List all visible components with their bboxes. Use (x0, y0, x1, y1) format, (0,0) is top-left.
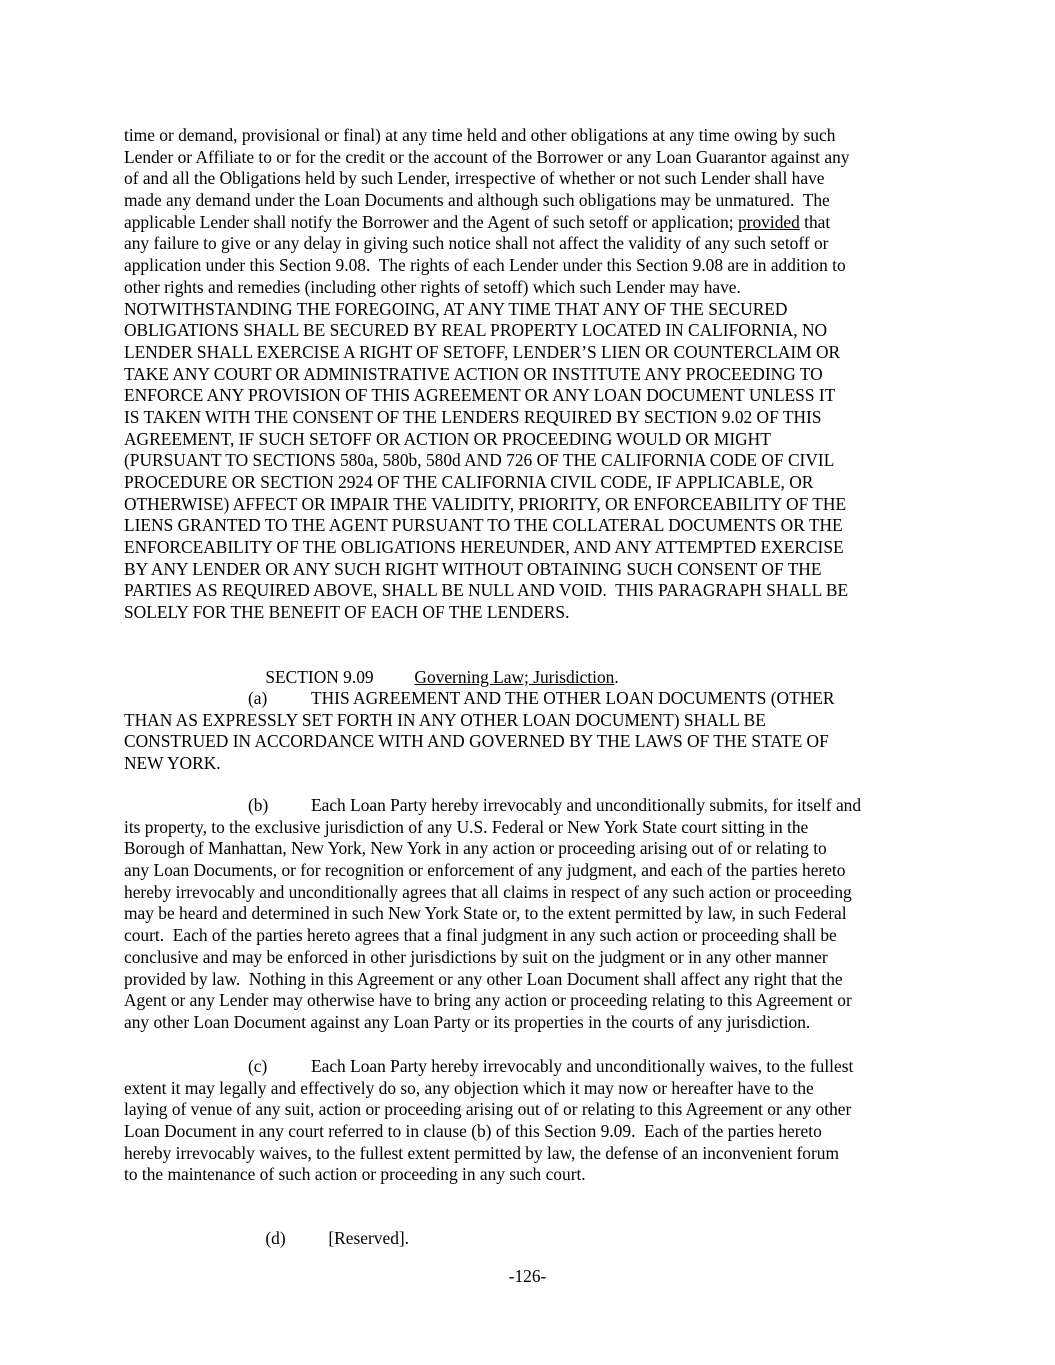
text-line: to the maintenance of such action or proceeding in any such court. (124, 1164, 586, 1185)
text-line: SOLELY FOR THE BENEFIT OF EACH OF THE LENDERS. (124, 602, 570, 623)
text-line: application under this Section 9.08. The rights of each Lender under this Section 9.08 are in addition to (124, 255, 846, 276)
text-line (124, 795, 944, 817)
section-title: Governing Law; Jurisdiction (414, 666, 615, 687)
text-line: CONSTRUED IN ACCORDANCE WITH AND GOVERNED BY THE LAWS OF THE STATE OF (124, 731, 829, 752)
text-line: OTHERWISE) AFFECT OR IMPAIR THE VALIDITY, PRIORITY, OR ENFORCEABILITY OF THE (124, 493, 847, 514)
clause-label: (b) (248, 795, 269, 815)
section-title-period: . (614, 666, 619, 687)
text-line: LIENS GRANTED TO THE AGENT PURSUANT TO THE COLLATERAL DOCUMENTS OR THE (124, 515, 843, 536)
text-line: may be heard and determined in such New York State or, to the extent permitted by law, in such Federal (124, 903, 847, 924)
clause-label: (d) (265, 1227, 286, 1248)
clause-label: (a) (248, 688, 268, 708)
text-line: hereby irrevocably waives, to the fullest extent permitted by law, the defense of an inconvenient forum (124, 1142, 840, 1163)
text-line: THAN AS EXPRESSLY SET FORTH IN ANY OTHER LOAN DOCUMENT) SHALL BE (124, 709, 766, 730)
clause-c (124, 1056, 944, 1186)
text-line: NEW YORK. (124, 753, 221, 774)
text-line: laying of venue of any suit, action or proceeding arising out of or relating to this Agreement or any other (124, 1099, 852, 1120)
clause-text: [Reserved]. (328, 1227, 410, 1248)
text-line (124, 212, 944, 234)
text-line (124, 688, 944, 710)
text-line: any other Loan Document against any Loan Party or its properties in the courts of any jurisdiction. (124, 1011, 811, 1032)
text-line: BY ANY LENDER OR ANY SUCH RIGHT WITHOUT OBTAINING SUCH CONSENT OF THE (124, 558, 822, 579)
provided-term: provided (737, 211, 800, 232)
text-line: any failure to give or any delay in giving such notice shall not affect the validity of any such setoff or (124, 233, 829, 254)
text-line: NOTWITHSTANDING THE FOREGOING, AT ANY TIME THAT ANY OF THE SECURED (124, 298, 788, 319)
text-segment: THIS AGREEMENT AND THE OTHER LOAN DOCUMENTS (OTHER (311, 688, 835, 708)
clause-label: (c) (248, 1056, 268, 1076)
text-line: extent it may legally and effectively do so, any objection which it may now or hereafter have to the (124, 1077, 814, 1098)
text-line: OBLIGATIONS SHALL BE SECURED BY REAL PROPERTY LOCATED IN CALIFORNIA, NO (124, 320, 828, 341)
text-line: any Loan Documents, or for recognition or enforcement of any judgment, and each of the parties hereto (124, 860, 846, 881)
text-line: PROCEDURE OR SECTION 2924 OF THE CALIFORNIA CIVIL CODE, IF APPLICABLE, OR (124, 472, 814, 492)
text-line: PARTIES AS REQUIRED ABOVE, SHALL BE NULL AND VOID. THIS PARAGRAPH SHALL BE (124, 580, 849, 601)
clause-d (248, 1206, 409, 1271)
text-line: its property, to the exclusive jurisdiction of any U.S. Federal or New York State court sitting in the (124, 816, 809, 837)
text-line: ENFORCEABILITY OF THE OBLIGATIONS HEREUNDER, AND ANY ATTEMPTED EXERCISE (124, 537, 844, 558)
section-number: SECTION 9.09 (265, 666, 374, 687)
text-segment: Each Loan Party hereby irrevocably and unconditionally submits, for itself and (311, 795, 862, 815)
text-line: ENFORCE ANY PROVISION OF THIS AGREEMENT OR ANY LOAN DOCUMENT UNLESS IT (124, 385, 836, 406)
text-line: conclusive and may be enforced in other jurisdictions by suit on the judgment or in any other manner (124, 946, 828, 967)
text-line: Loan Document in any court referred to in clause (b) of this Section 9.09. Each of the parties hereto (124, 1121, 822, 1142)
text-line: IS TAKEN WITH THE CONSENT OF THE LENDERS REQUIRED BY SECTION 9.02 OF THIS (124, 406, 822, 427)
text-line: Agent or any Lender may otherwise have to bring any action or proceeding relating to this Agreement or (124, 990, 852, 1011)
setoff-paragraph (124, 125, 944, 624)
text-line: other rights and remedies (including other rights of setoff) which such Lender may have. (124, 276, 741, 297)
text-segment: Each Loan Party hereby irrevocably and unconditionally waives, to the fullest (311, 1056, 854, 1076)
text-line: hereby irrevocably and unconditionally agrees that all claims in respect of any such action or proceeding (124, 881, 852, 902)
text-line: made any demand under the Loan Documents and although such obligations may be unmatured. The (124, 190, 830, 211)
text-segment: that (799, 211, 831, 232)
text-segment: applicable Lender shall notify the Borrower and the Agent of such setoff or application; (124, 211, 734, 232)
text-line: of and all the Obligations held by such Lender, irrespective of whether or not such Lender shall have (124, 168, 825, 189)
text-line: TAKE ANY COURT OR ADMINISTRATIVE ACTION OR INSTITUTE ANY PROCEEDING TO (124, 363, 823, 384)
text-line: court. Each of the parties hereto agrees that a final judgment in any such action or proceeding shall be (124, 925, 837, 946)
text-line: (PURSUANT TO SECTIONS 580a, 580b, 580d AND 726 OF THE CALIFORNIA CODE OF CIVIL (124, 450, 835, 471)
text-line: Lender or Affiliate to or for the credit or the account of the Borrower or any Loan Guarantor against any (124, 146, 850, 167)
clause-a (124, 688, 944, 775)
text-line: AGREEMENT, IF SUCH SETOFF OR ACTION OR PROCEEDING WOULD OR MIGHT (124, 428, 771, 449)
text-line (124, 1056, 944, 1078)
text-line: provided by law. Nothing in this Agreement or any other Loan Document shall affect any right that the (124, 968, 843, 989)
page-number: -126- (508, 1266, 547, 1286)
text-line: Borough of Manhattan, New York, New York in any action or proceeding arising out of or relating to (124, 838, 827, 859)
clause-b (124, 795, 944, 1034)
text-line: LENDER SHALL EXERCISE A RIGHT OF SETOFF, LENDER’S LIEN OR COUNTERCLAIM OR (124, 341, 841, 362)
text-line: time or demand, provisional or final) at any time held and other obligations at any time owing by such (124, 125, 836, 145)
